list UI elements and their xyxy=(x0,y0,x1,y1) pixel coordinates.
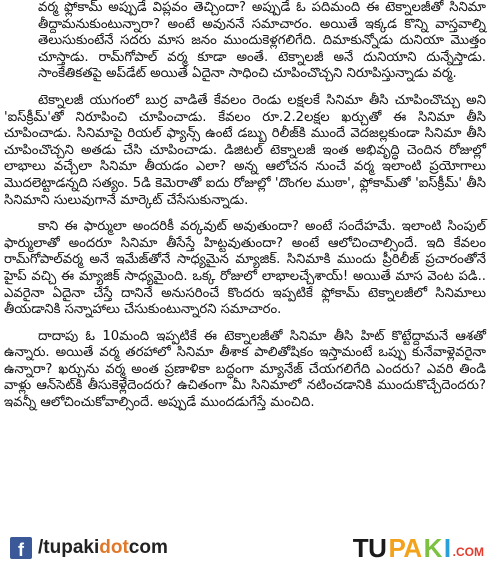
facebook-page-link[interactable] xyxy=(10,537,168,559)
logo-letters: TU xyxy=(352,533,387,563)
article-paragraph-1: వర్మ ఫ్లోకామ్ అప్పుడే విప్లవం తెచ్చిందా? అప్పుడే ఓ పదిమంది ఈ టెక్నాలజీతో సినిమా తీద్దామనుకుంటున్నారా? అంటే అవుననే సమాచారం. అయితే ఇక్కడ కొన్ని వాస్తవాల్ని తెలుసుకుంటేనే సదరు మాస జనం ముందుకెళ్లగలిగేది. దిమాకున్నోడు దునియా మొత్తం చూస్తాడు. రామ్‌గోపాల్ వర్మ కూడా అంతే. టెక్నాలజీ అనే దునియాని దున్నేస్తాడు. సాంకేతికతపై అప్‌డేట్ అయితే ఏదైనా సాధించి చూపించొచ్చని నిరూపిస్తున్నాడు వర్మ. xyxy=(38,0,486,82)
facebook-name-part: com xyxy=(128,537,168,558)
article-paragraph-2: టెక్నాలజీ యుగంలో బుర్ర వాడితే కేవలం రెండు లక్షలకే సినిమా తీసి చూపించొచ్చు అని 'ఐస్‌క్రీమ్'తో నిరూపించి చూపించాడు. కేవలం రూ.2.2లక్షల ఖర్చుతో ఈ సినిమా తీసి చూపించాడు. సినిమాపై రియల్ ఫ్యాన్స్ ఉంటే డబ్బు రిలీజ్‌కి ముందే వెదజల్లకుండా సినిమా తీసి చూపించొచ్చని అతడు చేసి చూపించాడు. డిజిటల్ టెక్నాలజీ ఇంత అభివృద్ధి చెందిన రోజుల్లో లాభాలు వచ్చేలా సినిమా తీయడం ఎలా? అన్న ఆలోచన నుంచే వర్మ ఇలాంటి ప్రయోగాలు మొదలెట్టాడన్నది సత్యం. 5డి కెమెరాతో ఐదు రోజుల్లో 'దొంగల ముఠా', ఫ్లోకామ్‌తో 'ఐస్‌క్రీమ్' తీసి సినిమాని సులువుగానే మార్కెట్ చేసేసుకున్నాడు. xyxy=(4,92,486,208)
paragraph-spacer xyxy=(4,209,486,219)
facebook-page-name xyxy=(38,537,168,559)
article-paragraph-4: దాదాపు ఓ 10మంది ఇప్పటికే ఈ టెక్నాలజీతో సినిమా తీసి హిట్ కొట్టేద్దామనే ఆశతో ఉన్నారు. అయితే వర్మ తరహాలో సినిమా తీశాక పాలితోషికం ఇస్తామంటే ఒప్పు కునేవాళ్లెవరైనా ఉన్నారా? ఖర్చును వర్మ అంత ప్రణాళికా బద్ధంగా మ్యానేజ్ చేయగలిగేది ఎందరు? ఎవరి తిండి వాళ్లు ఆన్‌సెట్‌కి తీసుకెళ్లేదెందరు? ఉచితంగా మీ సినిమాలో నటించడానికి ముందుకొచ్చేదెందరు? ఇవన్నీ ఆలోచించుకోవాల్సిందే. అప్పుడే ముందడుగేస్తే మంచిది. xyxy=(4,328,486,411)
paragraph-spacer xyxy=(4,83,486,93)
facebook-name-part: dot xyxy=(99,537,129,558)
facebook-icon: f xyxy=(10,537,32,559)
logo-letters: K xyxy=(423,533,442,563)
article-paragraph-3: కాని ఈ ఫార్ములా అందరికీ వర్కవుట్ అవుతుందా? అంటే సందేహమే. ఇలాంటి సింపుల్ ఫార్ములాతో అందరూ సినిమా తీసేస్తే హిట్టవుతుందా? అంటే ఆలోచించాల్సిందే. ఇది కేవలం రామ్‌గోపాల్‌వర్మ అనే ఇమేజ్‌తోనే సాధ్యమైన మ్యాజిక్. సినిమాకి ముందు ప్రీరిలీజ్ ప్రచారంతోనే హైప్ వచ్చి ఈ మ్యాజిక్ సాధ్యమైంది. ఒక్క రోజులో లాభాలచ్చేశాయ్! అయితే మాస వెంట పడి.. ఎవరైనా ఏదైనా చేస్తే దానినే అనుసరించే కొందరు ఇప్పటికే ఫ్లోకామ్ టెక్నాలజీలో సినిమాలు తీయడానికి సన్నాహాలు చేసుకుంటున్నారని సమాచారం. xyxy=(4,219,486,318)
footer-bar xyxy=(0,530,490,566)
logo-suffix: .COM xyxy=(452,545,484,559)
tupaki-logo[interactable] xyxy=(353,535,484,561)
paragraph-spacer xyxy=(4,319,486,329)
logo-letters: PA xyxy=(388,533,422,563)
logo-letters: I xyxy=(443,533,451,563)
facebook-name-part: /tupaki xyxy=(38,537,100,558)
